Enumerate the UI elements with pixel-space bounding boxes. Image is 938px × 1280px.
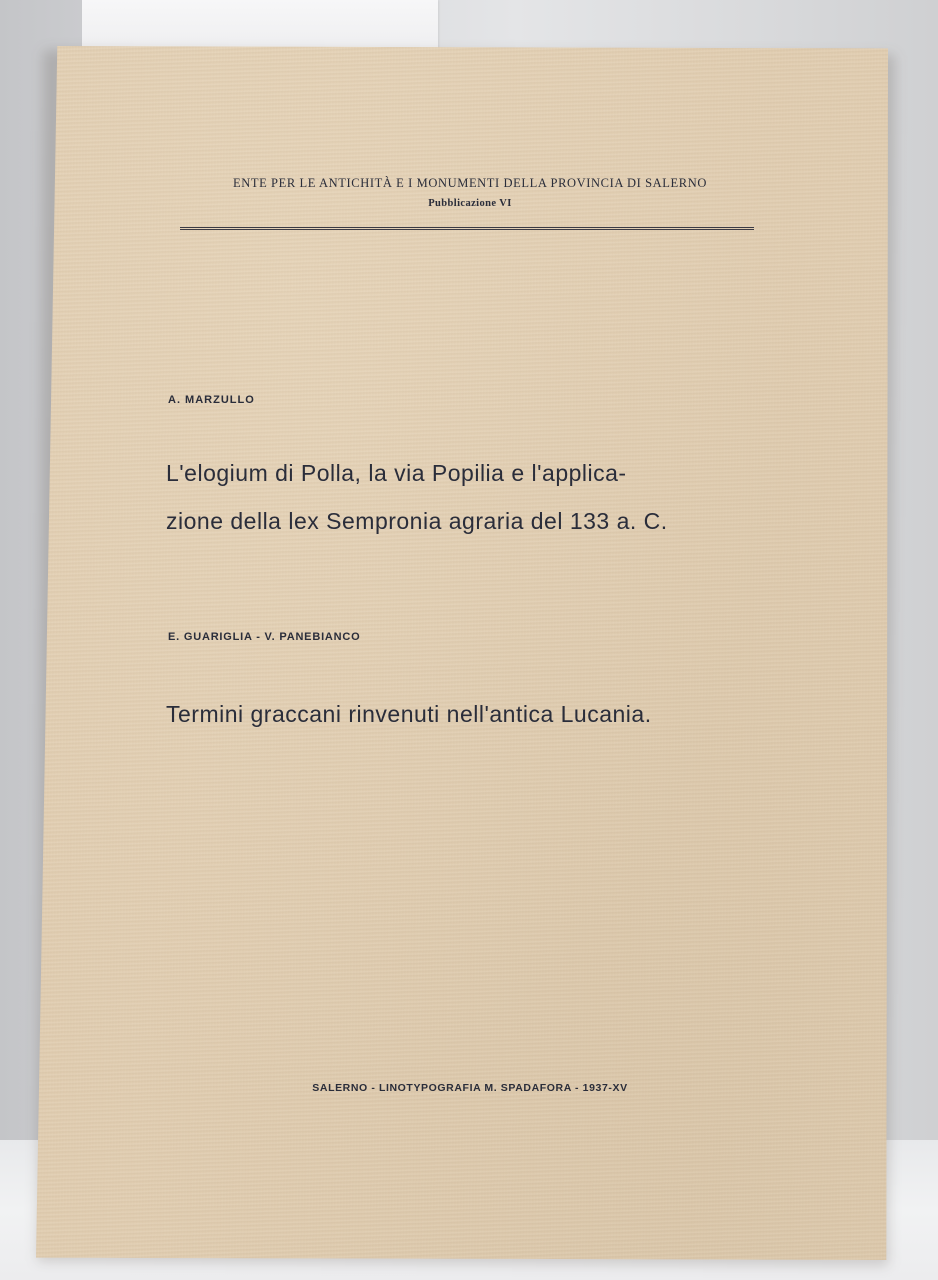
institution-heading: ENTE PER LE ANTICHITÀ E I MONUMENTI DELLA PROVINCIA DI SALERNO xyxy=(233,176,707,190)
authors-guariglia-panebianco: E. GUARIGLIA - V. PANEBIANCO xyxy=(168,631,361,643)
title-1-line-2: zione della lex Sempronia agraria del 133 a. C. xyxy=(166,508,668,534)
title-2: Termini graccani rinvenuti nell'antica Lucania. xyxy=(166,701,652,727)
imprint-line: SALERNO - LINOTYPOGRAFIA M. SPADAFORA - 1937-XV xyxy=(312,1082,628,1094)
author-marzullo: A. MARZULLO xyxy=(168,394,255,406)
paper-sheet-behind xyxy=(82,0,438,52)
double-rule-divider xyxy=(180,227,754,230)
publication-number: Pubblicazione VI xyxy=(428,198,512,209)
title-1-line-1: L'elogium di Polla, la via Popilia e l'applica- xyxy=(166,460,627,486)
